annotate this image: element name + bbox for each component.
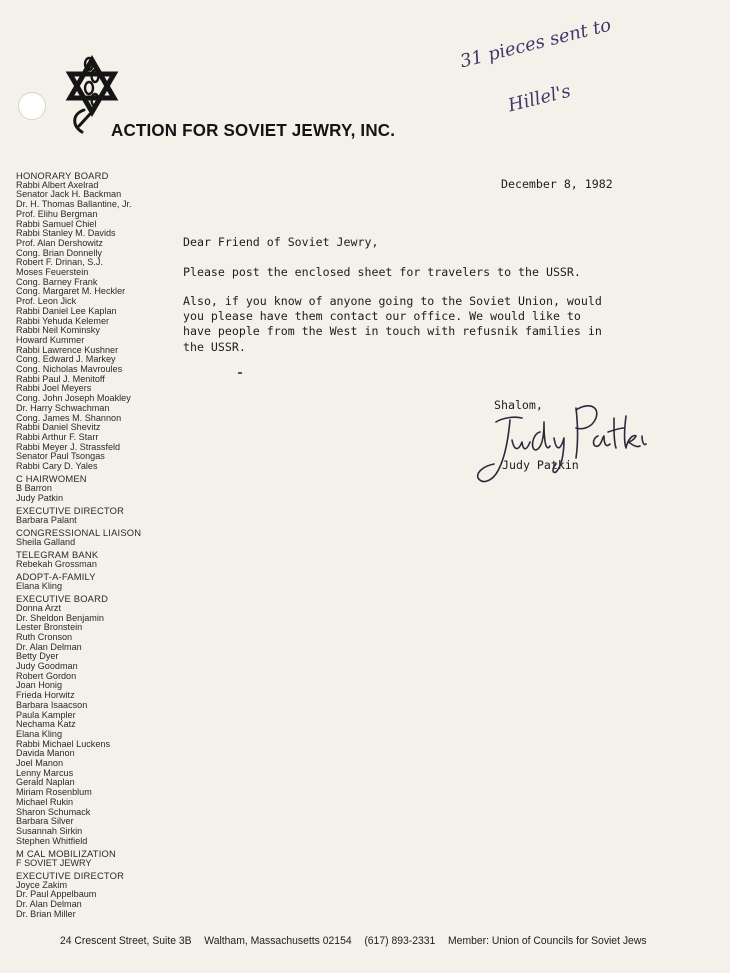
letterhead-footer (60, 935, 656, 947)
roster-name: Prof. Alan Dershowitz (16, 237, 103, 248)
roster-name: Judy Goodman (16, 661, 78, 672)
roster-name: Miriam Rosenblum (16, 787, 92, 798)
roster-name: Paula Kampler (16, 709, 76, 720)
footer-address: 24 Crescent Street, Suite 3B (60, 935, 192, 947)
roster-name: Gerald Naplan (16, 777, 75, 788)
roster-name: Prof. Leon Jick (16, 296, 77, 307)
roster-section (16, 594, 176, 846)
roster-section (16, 528, 176, 547)
closing: Shalom, (494, 398, 543, 412)
roster-name: Michael Rukin (16, 796, 74, 807)
roster-name: Cong. James M. Shannon (16, 412, 122, 423)
roster-name: Robert Gordon (16, 670, 77, 681)
roster-name: Rabbi Meyer J. Strassfeld (16, 441, 121, 452)
roster-name: Rabbi Cary D. Yales (16, 461, 98, 472)
roster-name: Robert F. Drinan, S.J. (16, 257, 103, 268)
roster-name: Rabbi Michael Luckens (16, 738, 111, 749)
roster-name: Senator Jack H. Backman (16, 189, 122, 200)
roster-name: Donna Arzt (16, 602, 61, 613)
roster-section (16, 474, 176, 503)
roster-name: Dr. Brian Miller (16, 908, 76, 919)
ink-speck (238, 372, 242, 374)
roster-name: Rabbi Stanley M. Davids (16, 228, 116, 239)
footer-phone: (617) 893-2331 (364, 935, 436, 947)
paragraph-2-line: Also, if you know of anyone going to the Soviet Union, would (183, 294, 602, 308)
footer-city: Waltham, Massachusetts 02154 (204, 935, 352, 947)
roster-name: Joel Manon (16, 758, 64, 769)
roster-name: Lester Bronstein (16, 622, 83, 633)
roster-heading: C HAIRWOMEN (16, 473, 87, 485)
roster-name: Moses Feuerstein (16, 267, 89, 278)
roster-name: Frieda Horwitz (16, 690, 75, 701)
roster-heading: EXECUTIVE DIRECTOR (16, 869, 125, 881)
roster-section (16, 550, 176, 569)
paragraph-2 (183, 294, 643, 355)
org-name: ACTION FOR SOVIET JEWRY, INC. (111, 120, 396, 140)
roster-name: Elana Kling (16, 580, 63, 591)
paragraph-2-line: you please have them contact our office. We would like to (183, 309, 581, 324)
roster-name: Barbara Palant (16, 514, 77, 525)
roster-name: Rabbi Daniel Shevitz (16, 422, 101, 433)
roster-name: Dr. Harry Schwachman (16, 402, 110, 413)
roster-heading: M CAL MOBILIZATION (16, 847, 116, 859)
roster-name: Howard Kummer (16, 334, 85, 345)
roster-name: Dr. Alan Delman (16, 899, 82, 910)
roster-name: Rabbi Yehuda Kelemer (16, 315, 110, 326)
roster-name: Betty Dyer (16, 651, 59, 662)
roster-heading: ADOPT-A-FAMILY (16, 571, 96, 583)
board-roster (16, 171, 176, 922)
roster-name: Cong. Nicholas Mavroules (16, 364, 123, 375)
roster-name: Dr. Alan Delman (16, 641, 82, 652)
roster-name: B Barron (16, 483, 52, 494)
roster-name: Stephen Whitfield (16, 835, 88, 846)
roster-name: Barbara Isaacson (16, 699, 88, 710)
roster-name: Prof. Elihu Bergman (16, 208, 98, 219)
roster-name: Rabbi Paul J. Menitoff (16, 373, 105, 384)
roster-name: Cong. Edward J. Markey (16, 354, 116, 365)
roster-name: Ruth Cronson (16, 631, 73, 642)
roster-name: Dr. H. Thomas Ballantine, Jr. (16, 199, 132, 210)
roster-name: Rabbi Lawrence Kushner (16, 344, 119, 355)
roster-heading: TELEGRAM BANK (16, 549, 99, 561)
roster-section (16, 849, 176, 868)
roster-name: Susannah Sirkin (16, 825, 83, 836)
roster-section (16, 871, 176, 920)
roster-name: Joyce Zakim (16, 879, 68, 890)
paragraph-2-line: have people from the West in touch with refusnik families in (183, 324, 602, 339)
roster-name: Rabbi Daniel Lee Kaplan (16, 305, 117, 316)
salutation: Dear Friend of Soviet Jewry, (183, 235, 379, 249)
roster-name: Elana Kling (16, 728, 63, 739)
footer-member: Member: Union of Councils for Soviet Jews (448, 935, 647, 947)
roster-name: Barbara Silver (16, 816, 74, 827)
roster-name: F SOVIET JEWRY (16, 857, 92, 868)
signer-name: Judy Patkin (502, 458, 579, 472)
roster-name: Cong. Barney Frank (16, 276, 98, 287)
roster-name: Sheila Galland (16, 536, 76, 547)
paragraph-2-line: the USSR. (183, 339, 246, 354)
roster-name: Cong. Brian Donnelly (16, 247, 102, 258)
roster-name: Sharon Schumack (16, 806, 91, 817)
roster-name: Nechama Katz (16, 719, 76, 730)
roster-section (16, 572, 176, 591)
roster-name: Lenny Marcus (16, 767, 74, 778)
roster-heading: EXECUTIVE DIRECTOR (16, 505, 125, 517)
paragraph-1: Please post the enclosed sheet for travelers to the USSR. (183, 265, 581, 279)
letter-date: December 8, 1982 (501, 177, 613, 191)
roster-name: Davida Manon (16, 748, 75, 759)
roster-heading: HONORARY BOARD (16, 170, 109, 181)
roster-name: Rabbi Neil Kominsky (16, 325, 100, 336)
roster-name: Judy Patkin (16, 492, 64, 503)
roster-name: Senator Paul Tsongas (16, 451, 105, 462)
roster-name: Rabbi Arthur F. Starr (16, 431, 99, 442)
roster-name: Rebekah Grossman (16, 558, 97, 569)
handwritten-note (458, 14, 633, 138)
roster-name: Cong. Margaret M. Heckler (16, 286, 126, 297)
roster-heading: CONGRESSIONAL LIAISON (16, 527, 142, 539)
roster-name: Dr. Sheldon Benjamin (16, 612, 104, 623)
handwritten-note-line2: Hillel's (506, 80, 573, 117)
roster-heading: EXECUTIVE BOARD (16, 593, 109, 605)
roster-section (16, 171, 176, 472)
roster-name: Dr. Paul Appelbaum (16, 889, 97, 900)
roster-name: Rabbi Albert Axelrad (16, 179, 99, 190)
handwritten-note-line1: 31 pieces sent to (458, 14, 614, 73)
roster-name: Joan Honig (16, 680, 63, 691)
roster-name: Cong. John Joseph Moakley (16, 393, 131, 404)
punch-hole (18, 92, 46, 120)
handwritten-signature (474, 392, 649, 490)
roster-name: Rabbi Samuel Chiel (16, 218, 97, 229)
roster-section (16, 506, 176, 525)
roster-name: Rabbi Joel Meyers (16, 383, 92, 394)
